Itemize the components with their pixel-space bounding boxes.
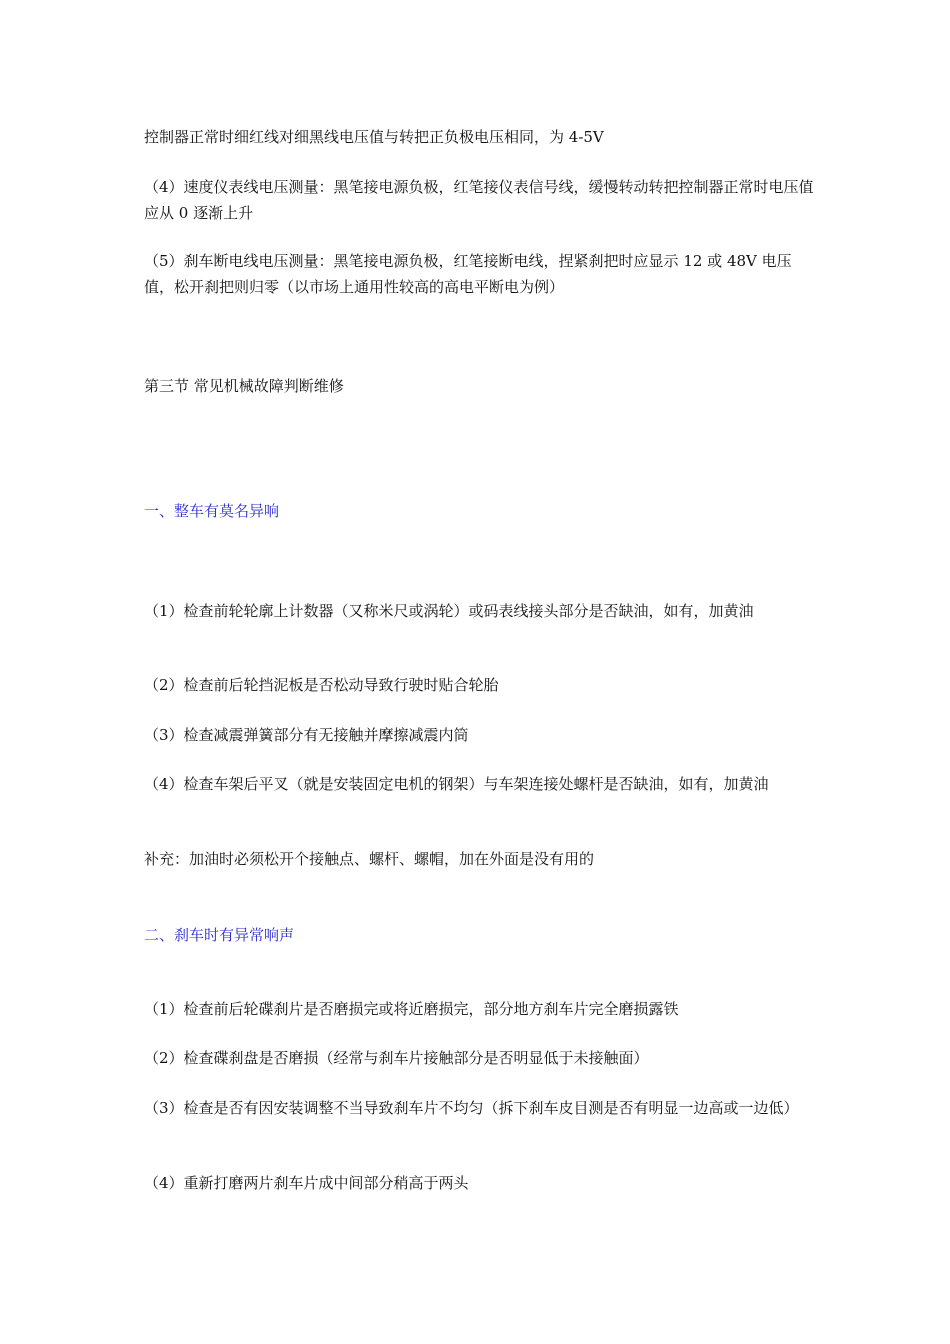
note-lubrication: 补充：加油时必须松开个接触点、螺杆、螺帽，加在外面是没有用的 xyxy=(144,850,595,868)
list-item-brake-4: （4）重新打磨两片刹车片成中间部分稍高于两头 xyxy=(144,1174,469,1192)
heading-abnormal-noise: 一、整车有莫名异响 xyxy=(144,502,280,520)
list-item-brake-2: （2）检查碟刹盘是否磨损（经常与刹车片接触部分是否明显低于未接触面） xyxy=(144,1049,649,1067)
list-item-noise-4: （4）检查车架后平叉（就是安装固定电机的钢架）与车架连接处螺杆是否缺油，如有，加黄油 xyxy=(144,775,769,793)
paragraph-brake-cutoff-voltage: （5）刹车断电线电压测量：黑笔接电源负极，红笔接断电线，捏紧刹把时应显示 12 或 48V 电压值，松开刹把则归零（以市场上通用性较高的高电平断电为例） xyxy=(144,252,792,296)
section-title: 第三节 常见机械故障判断维修 xyxy=(144,377,344,395)
paragraph-speedometer-voltage: （4）速度仪表线电压测量：黑笔接电源负极，红笔接仪表信号线，缓慢转动转把控制器正常时电压值应从 0 逐渐上升 xyxy=(144,178,814,222)
heading-brake-noise: 二、刹车时有异常响声 xyxy=(144,926,295,944)
list-item-brake-3: （3）检查是否有因安装调整不当导致刹车片不均匀（拆下刹车皮目测是否有明显一边高或一边低） xyxy=(144,1099,799,1117)
list-item-brake-1: （1）检查前后轮碟刹片是否磨损完或将近磨损完，部分地方刹车片完全磨损露铁 xyxy=(144,1000,679,1018)
paragraph-controller-voltage: 控制器正常时细红线对细黑线电压值与转把正负极电压相同，为 4-5V xyxy=(144,128,604,146)
list-item-noise-3: （3）检查减震弹簧部分有无接触并摩擦减震内筒 xyxy=(144,726,469,744)
list-item-noise-1: （1）检查前轮轮廓上计数器（又称米尺或涡轮）或码表线接头部分是否缺油，如有，加黄油 xyxy=(144,602,754,620)
list-item-noise-2: （2）检查前后轮挡泥板是否松动导致行驶时贴合轮胎 xyxy=(144,676,499,694)
